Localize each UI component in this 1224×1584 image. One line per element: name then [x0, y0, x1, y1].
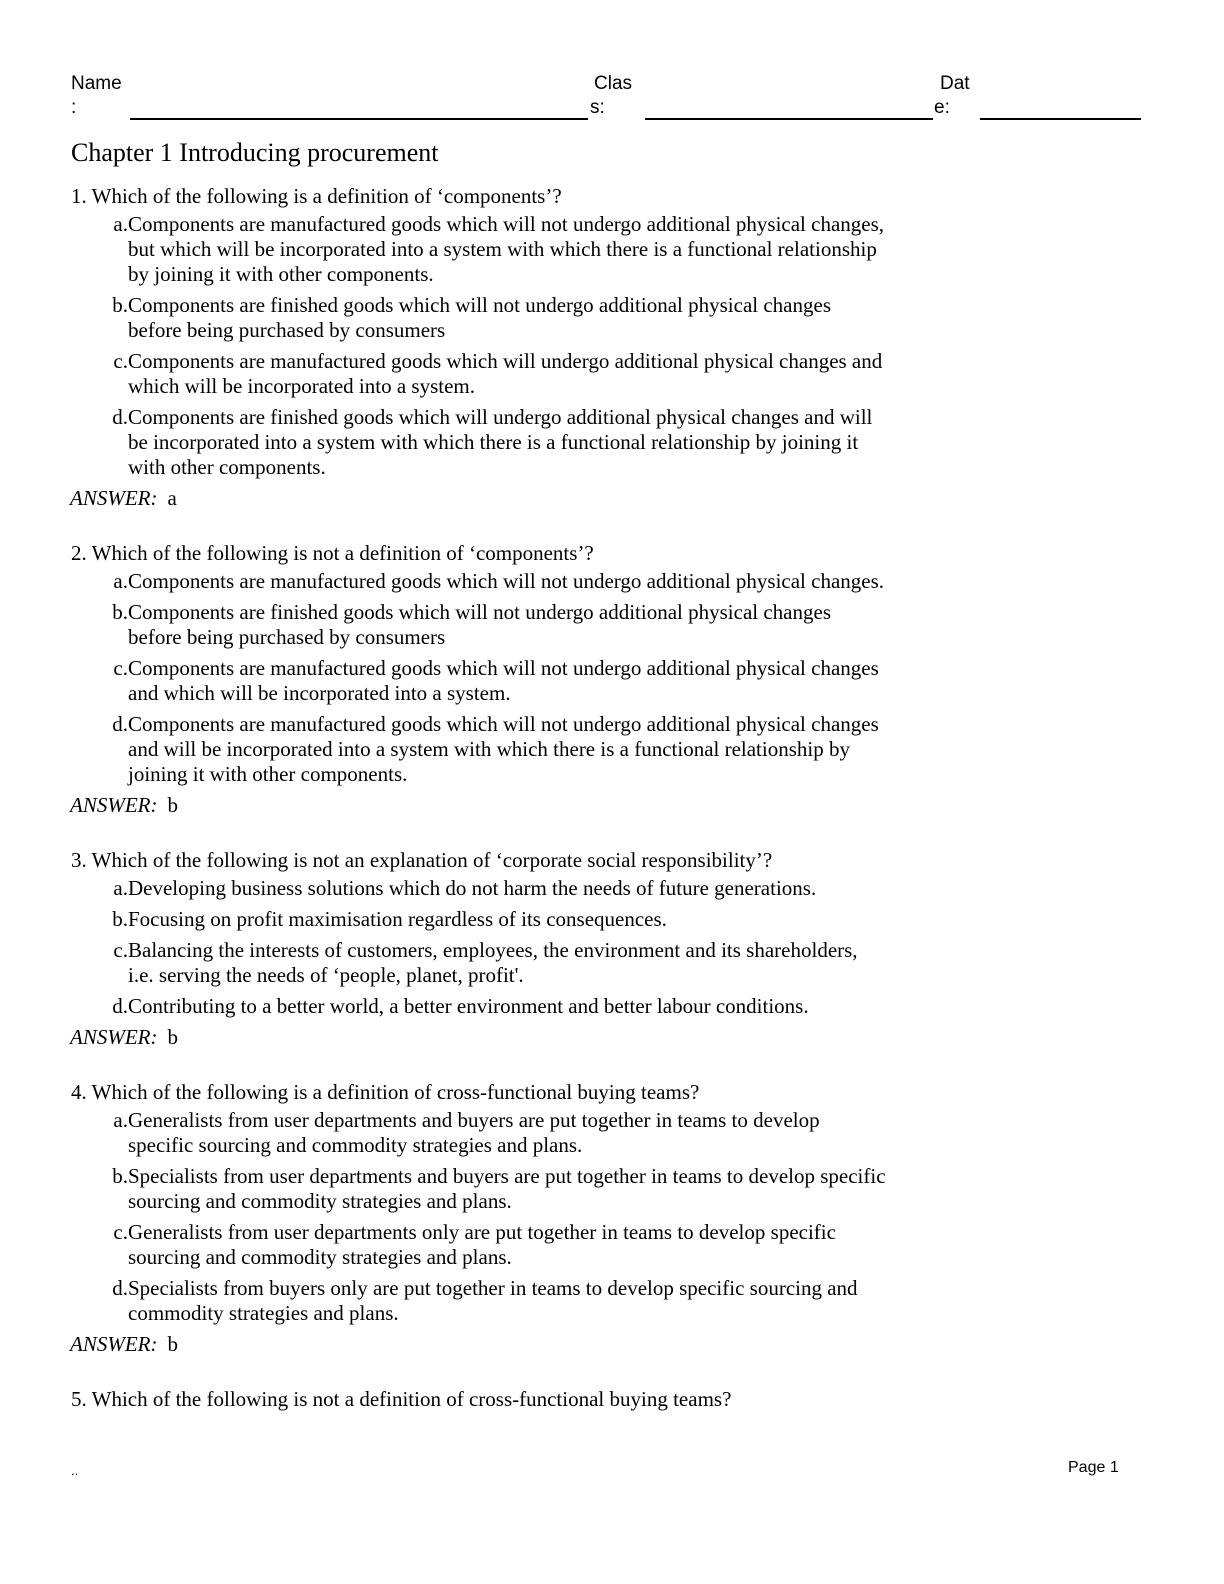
- question-3: [71, 848, 911, 1050]
- option-letter: d.: [112, 994, 128, 1018]
- name-label: Name: [71, 73, 122, 94]
- option-b: [111, 293, 911, 343]
- option-d: [111, 994, 911, 1019]
- question-stem: 5. Which of the following is not a definition of cross-functional buying teams?: [71, 1387, 732, 1411]
- question-stem: 2. Which of the following is not a definition of ‘components’?: [71, 541, 594, 565]
- date-field-line[interactable]: [980, 118, 1141, 120]
- answer-line: [70, 1025, 911, 1050]
- question-4: [71, 1080, 911, 1357]
- option-c: [111, 1220, 911, 1270]
- answer-label: ANSWER:: [70, 793, 158, 817]
- option-letter: c.: [113, 1220, 128, 1244]
- option-a: [111, 212, 911, 287]
- question-1: [71, 184, 911, 511]
- question-list: [71, 184, 911, 1442]
- answer-line: [70, 793, 911, 818]
- option-text: Components are finished goods which will not undergo additional physical changes before being purchased by consumers: [128, 293, 831, 342]
- option-text: Generalists from user departments only are put together in teams to develop specific sourcing and commodity strategies and plans.: [128, 1220, 836, 1269]
- option-c: [111, 349, 911, 399]
- option-a: [111, 1108, 911, 1158]
- answer-label: ANSWER:: [70, 486, 158, 510]
- option-letter: b.: [112, 907, 128, 931]
- option-letter: a.: [113, 876, 128, 900]
- option-d: [111, 405, 911, 480]
- answer-value: b: [167, 793, 178, 817]
- option-letter: d.: [112, 1276, 128, 1300]
- class-label: Clas: [594, 73, 633, 94]
- option-text: Focusing on profit maximisation regardless of its consequences.: [128, 907, 667, 931]
- name-field-line[interactable]: [130, 118, 588, 120]
- class-field-line[interactable]: [645, 118, 933, 120]
- option-letter: b.: [112, 1164, 128, 1188]
- date-label: Dat: [940, 73, 970, 94]
- option-d: [111, 712, 911, 787]
- answer-line: [70, 486, 911, 511]
- option-letter: b.: [112, 600, 128, 624]
- chapter-title: Chapter 1 Introducing procurement: [71, 138, 439, 167]
- option-text: Components are finished goods which will not undergo additional physical changes before being purchased by consumers: [128, 600, 831, 649]
- option-text: Specialists from user departments and buyers are put together in teams to develop specific sourcing and commodity strategies and plans.: [128, 1164, 886, 1213]
- option-text: Components are manufactured goods which will not undergo additional physical changes and which will be incorporated into a system.: [128, 656, 879, 705]
- option-text: Generalists from user departments and buyers are put together in teams to develop specific sourcing and commodity strategies and plans.: [128, 1108, 820, 1157]
- option-d: [111, 1276, 911, 1326]
- option-text: Balancing the interests of customers, employees, the environment and its shareholders, i.e. serving the needs of ‘people, planet, profit'.: [128, 938, 858, 987]
- name-label-colon: :: [71, 97, 77, 118]
- option-letter: c.: [113, 656, 128, 680]
- date-label-suffix: e:: [934, 97, 950, 118]
- option-text: Contributing to a better world, a better environment and better labour conditions.: [128, 994, 809, 1018]
- option-text: Components are finished goods which will undergo additional physical changes and will be incorporated into a system with which there is a functional relationship by joining it with other components.: [128, 405, 873, 479]
- question-stem: 1. Which of the following is a definition of ‘components’?: [71, 184, 562, 208]
- question-5: [71, 1387, 911, 1412]
- option-a: [111, 569, 911, 594]
- answer-label: ANSWER:: [70, 1025, 158, 1049]
- option-letter: a.: [113, 212, 128, 236]
- footer-mark: ..: [71, 1463, 79, 1478]
- option-b: [111, 1164, 911, 1214]
- option-text: Developing business solutions which do not harm the needs of future generations.: [128, 876, 817, 900]
- answer-value: b: [167, 1025, 178, 1049]
- option-letter: a.: [113, 1108, 128, 1132]
- option-c: [111, 938, 911, 988]
- option-letter: b.: [112, 293, 128, 317]
- option-b: [111, 600, 911, 650]
- option-text: Components are manufactured goods which will not undergo additional physical changes and will be incorporated into a system with which there is a functional relationship by joining it with other components.: [128, 712, 879, 786]
- answer-line: [70, 1332, 911, 1357]
- option-a: [111, 876, 911, 901]
- option-text: Components are manufactured goods which will undergo additional physical changes and which will be incorporated into a system.: [128, 349, 883, 398]
- option-text: Specialists from buyers only are put together in teams to develop specific sourcing and commodity strategies and plans.: [128, 1276, 858, 1325]
- option-letter: c.: [113, 938, 128, 962]
- option-c: [111, 656, 911, 706]
- page-number: Page 1: [1068, 1459, 1119, 1476]
- option-letter: c.: [113, 349, 128, 373]
- question-stem: 4. Which of the following is a definition of cross-functional buying teams?: [71, 1080, 700, 1104]
- question-2: [71, 541, 911, 818]
- option-b: [111, 907, 911, 932]
- option-text: Components are manufactured goods which will not undergo additional physical changes, but which will be incorporated into a system with which there is a functional relationship by joining it with other components.: [128, 212, 885, 286]
- option-letter: d.: [112, 405, 128, 429]
- class-label-suffix: s:: [590, 97, 605, 118]
- answer-value: b: [167, 1332, 178, 1356]
- option-text: Components are manufactured goods which will not undergo additional physical changes.: [128, 569, 885, 593]
- answer-value: a: [167, 486, 177, 510]
- question-stem: 3. Which of the following is not an explanation of ‘corporate social responsibility’?: [71, 848, 773, 872]
- option-letter: a.: [113, 569, 128, 593]
- answer-label: ANSWER:: [70, 1332, 158, 1356]
- option-letter: d.: [112, 712, 128, 736]
